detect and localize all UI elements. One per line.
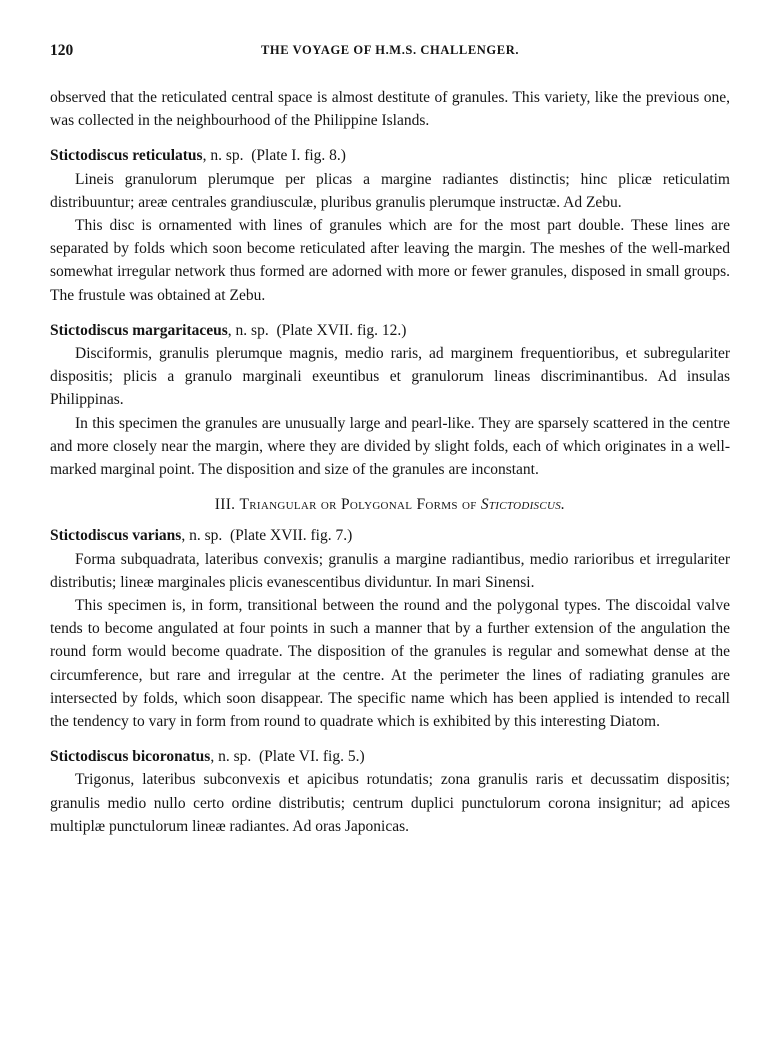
species-entry-varians bbox=[50, 524, 730, 733]
species-name: Stictodiscus reticulatus bbox=[50, 147, 203, 165]
english-description: This disc is ornamented with lines of granules which are for the most part double. These lines are separated by folds which soon become reticulated after leaving the margin. The meshes of the well-marked somewhat irregular network thus formed are adorned with more or fewer granules, disposed in small groups. The frustule was obtained at Zebu. bbox=[50, 217, 730, 304]
page-number: 120 bbox=[50, 42, 74, 59]
latin-description: Forma subquadrata, lateribus convexis; granulis a margine radiantibus, medio rarioribus et irregulariter distributis; lineæ marginales plicis evanescentibus dividuntur. In mari Sinensi. bbox=[50, 550, 730, 591]
entry-heading bbox=[50, 319, 730, 342]
entry-heading bbox=[50, 524, 730, 547]
species-name: Stictodiscus bicoronatus bbox=[50, 748, 211, 766]
latin-description: Disciformis, granulis plerumque magnis, medio raris, ad marginem frequentioribus, et subregulariter dispositis; plicis a granulo marginali exeuntibus et granulorum lineas discriminantibus. Ad insulas Philippinas. bbox=[50, 345, 730, 409]
section-genus: Stictodiscus. bbox=[480, 496, 566, 514]
species-suffix: , n. sp. bbox=[227, 321, 269, 339]
species-suffix: , n. sp. bbox=[202, 147, 244, 165]
plate-reference: (Plate XVII. fig. 12.) bbox=[276, 321, 407, 339]
plate-reference: (Plate I. fig. 8.) bbox=[251, 147, 346, 165]
species-name: Stictodiscus margaritaceus bbox=[50, 321, 228, 339]
section-title: Triangular or Polygonal Forms of bbox=[239, 496, 477, 514]
english-description: In this specimen the granules are unusually large and pearl-like. They are sparsely scattered in the centre and more closely near the margin, where they are divided by slight folds, each of which originates in a well-marked marginal point. The disposition and size of the granules are inconstant. bbox=[50, 414, 730, 479]
section-heading bbox=[50, 493, 730, 516]
running-title: THE VOYAGE OF H.M.S. CHALLENGER. bbox=[260, 43, 520, 57]
species-entry-margaritaceus bbox=[50, 319, 730, 481]
species-name: Stictodiscus varians bbox=[50, 527, 182, 545]
species-entry-bicoronatus bbox=[50, 745, 730, 838]
plate-reference: (Plate XVII. fig. 7.) bbox=[230, 527, 353, 545]
section-numeral: III. bbox=[214, 496, 236, 514]
page-body bbox=[50, 86, 730, 838]
intro-paragraph: observed that the reticulated central space is almost destitute of granules. This variety, like the previous one, was collected in the neighbourhood of the Philippine Islands. bbox=[50, 89, 730, 130]
species-suffix: , n. sp. bbox=[181, 527, 223, 545]
plate-reference: (Plate VI. fig. 5.) bbox=[259, 748, 365, 766]
entry-heading bbox=[50, 144, 730, 167]
latin-description: Lineis granulorum plerumque per plicas a margine radiantes distinctis; hinc plicæ reticulatim distribuuntur; areæ centrales grandiusculæ, pluribus granulis plerumque instructæ. Ad Zebu. bbox=[50, 170, 730, 211]
running-header bbox=[50, 42, 730, 62]
entry-heading bbox=[50, 745, 730, 768]
species-suffix: , n. sp. bbox=[210, 748, 252, 766]
english-description: This specimen is, in form, transitional between the round and the polygonal types. The discoidal valve tends to become angulated at four points in such a manner that by a further extension of the angulation the round form would become quadrate. The disposition of the granules is regular and somewhat dense at the circumference, but rare and irregular at the centre. At the perimeter the lines of radiating granules are intersected by folds, which soon disappear. The specific name which has been applied is intended to recall the tendency to vary in form from round to quadrate which is exhibited by this interesting Diatom. bbox=[50, 597, 730, 731]
latin-description: Trigonus, lateribus subconvexis et apicibus rotundatis; zona granulis raris et decussatim dispositis; granulis medio nullo certo ordine distributis; centrum duplici punctulorum corona insignitur; ad apices multiplæ punctulorum lineæ radiantes. Ad oras Japonicas. bbox=[50, 771, 730, 835]
species-entry-reticulatus bbox=[50, 144, 730, 306]
